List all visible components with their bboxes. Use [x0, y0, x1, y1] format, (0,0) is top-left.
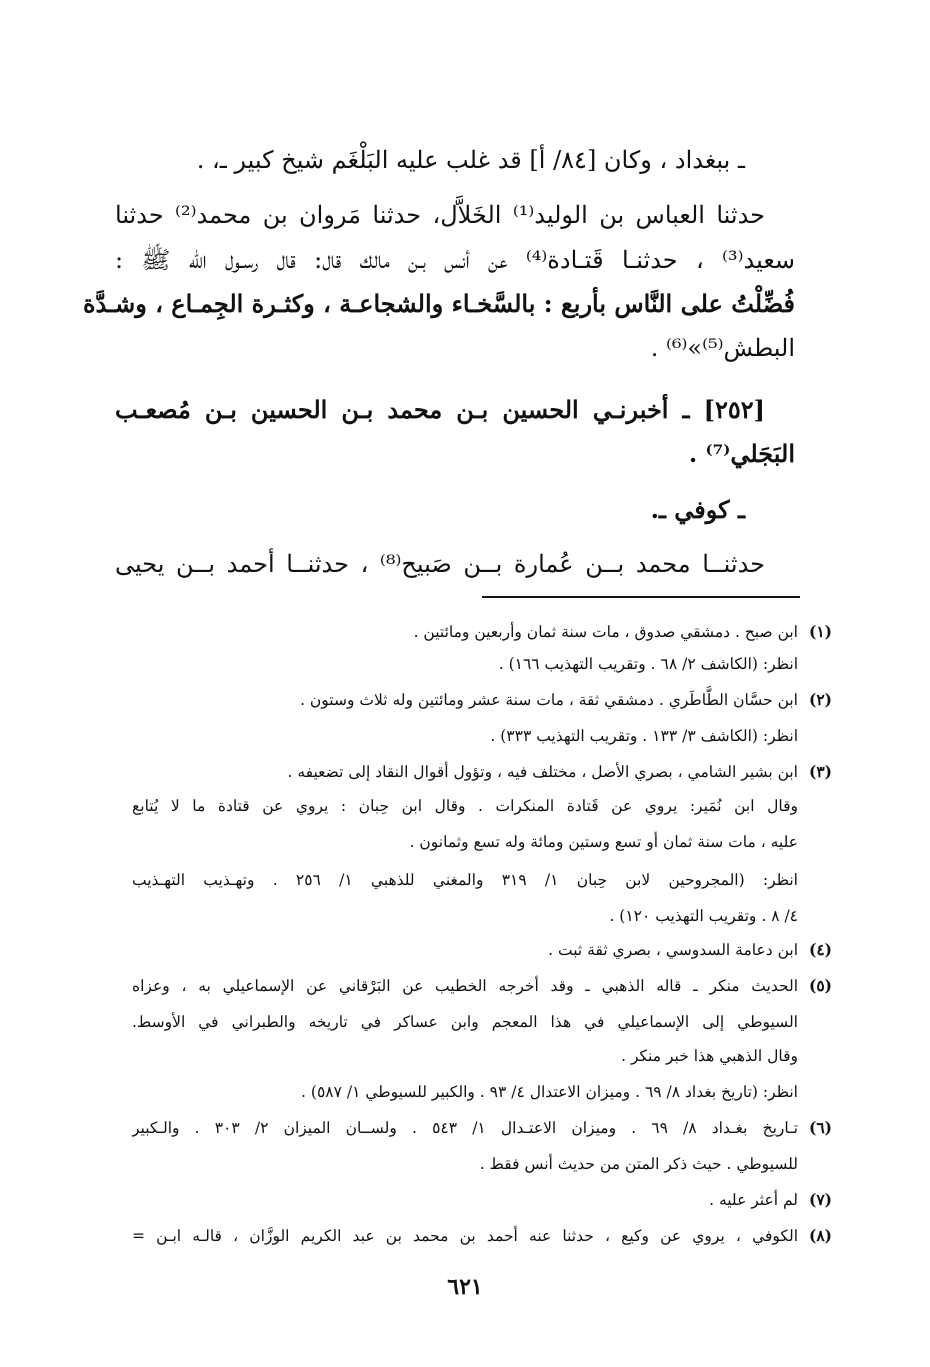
- footnote-line: [132, 972, 832, 1000]
- footnote-number: (٨): [808, 1226, 832, 1245]
- footnote-line: [132, 1008, 832, 1036]
- footnote-line: [132, 828, 832, 856]
- footnote-text: للسيوطي . حيث ذكر المتن من حديث أنس فقط .: [479, 1155, 798, 1173]
- footnote-text: انظر: (الكاشف ٣/ ١٣٣ . وتقريب التهذيب ٣٣٣) .: [490, 727, 798, 745]
- page-number: ٦٢١: [447, 1274, 483, 1300]
- hadith-heading: [٢٥٢] ـ أخبرنـي الحسين بـن محمد بـن الحسين بـن مُصعـب: [115, 395, 765, 424]
- footnote-line: [132, 902, 832, 930]
- footnote-number: (٤): [808, 940, 832, 959]
- main-line: فُضِّلْتُ على النَّاس بأربع : بالسَّخـاء والشجاعـة ، وكثـرة الجِمـاع ، وشـدَّة: [82, 289, 795, 318]
- footnote-text: عليه ، مات سنة ثمان أو تسع وستين ومائة وله تسع وثمانون .: [409, 833, 798, 851]
- footnote-line: [132, 1114, 832, 1142]
- main-line: حدثنا العباس بن الوليد⁽¹⁾ الخَلاَّل، حدثنا مَروان بن محمد⁽²⁾ حدثنا: [115, 201, 766, 229]
- footnote-text: وقال ابن نُمَير: يروي عن قَتادة المنكرات . وقال ابن حِبان : يروي عن قتادة ما لا يُتابع: [132, 797, 798, 815]
- footnote-separator: [482, 596, 800, 598]
- footnote-text: السيوطي إلى الإسماعيلي في هذا المعجم وابن عساكر في تاريخه والطبراني في الأوسط.: [132, 1013, 798, 1031]
- footnote-text: تـاريخ بغـداد ٨/ ٦٩ . وميزان الاعتـدال ١/ ٥٤٣ . ولســان الميزان ٢/ ٣٠٣ . والـكبير: [132, 1119, 798, 1137]
- footnote-text: انظر: (تاريخ بغداد ٨/ ٦٩ . وميزان الاعتدال ٤/ ٩٣ . والكبير للسيوطي ١/ ٥٨٧) .: [301, 1083, 798, 1101]
- footnote-number: (٢): [808, 690, 832, 709]
- footnote-text: ٤/ ٨ . وتقريب التهذيب ١٢٠) .: [609, 907, 798, 925]
- footnote-text: لم أعثر عليه .: [709, 1191, 798, 1209]
- footnote-text: ابن صبح . دمشقي صدوق ، مات سنة ثمان وأربعين ومائتين .: [413, 623, 798, 641]
- footnote-text: انظر: (الكاشف ٢/ ٦٨ . وتقريب التهذيب ١٦٦) .: [498, 655, 798, 673]
- footnote-text: الحديث منكر ـ قاله الذهبي ـ وقد أخرجه الخطيب عن البَرْقاني عن الإسماعيلي به ، وعزاه: [132, 977, 798, 995]
- footnote-number: (٦): [808, 1118, 832, 1137]
- footnote-line: [132, 722, 832, 750]
- footnote-number: (٧): [808, 1190, 832, 1209]
- footnote-line: [132, 1042, 832, 1070]
- footnote-text: وقال الذهبي هذا خبر منكر .: [621, 1047, 798, 1065]
- footnote-line: [132, 1186, 832, 1214]
- footnote-text: ابن بشير الشامي ، بصري الأصل ، مختلف فيه ، وتؤول أقوال النقاد إلى تضعيفه .: [287, 763, 798, 781]
- footnote-text: ابن حسَّان الطَّاطَري . دمشقي ثقة ، مات سنة عشر ومائتين وله ثلاث وستون .: [300, 691, 798, 709]
- main-line: حدثنــا محمد بــن عُمارة بــن صَبيح⁽⁸⁾ ، حدثنــا أحمد بــن يحيى: [115, 550, 765, 578]
- footnote-number: (٥): [808, 976, 832, 995]
- footnote-line: [132, 1150, 832, 1178]
- footnote-line: [132, 758, 832, 786]
- footnote-number: (٣): [808, 762, 832, 781]
- footnote-text: الكوفي ، يروي عن وكيع ، حدثنا عنه أحمد بن محمد بن عبد الكريم الوزَّان ، قالـه ابـن =: [132, 1227, 798, 1245]
- footnote-line: [132, 650, 832, 678]
- footnote-number: (١): [808, 622, 832, 641]
- main-line: سعيد⁽³⁾ ، حدثنـا قَتـادة⁽⁴⁾ عن أنس بـن مالك قال: قال رسـول الله ﷺ :: [115, 246, 795, 274]
- footnote-line: [132, 1222, 832, 1250]
- main-line: ـ ببغداد ، وكان [٨٤/ أ] قد غلب عليه البَلْغَم شيخ كبير ـ، .: [196, 146, 745, 174]
- footnote-line: [132, 936, 832, 964]
- footnote-line: [132, 686, 832, 714]
- footnote-line: [132, 618, 832, 646]
- hadith-heading-cont: البَجَلي⁽⁷⁾ .: [688, 439, 795, 468]
- footnote-text: ابن دعامة السدوسي ، بصري ثقة ثبت .: [548, 941, 798, 959]
- footnote-line: [132, 1078, 832, 1106]
- footnote-line: [132, 792, 832, 820]
- footnote-text: انظر: (المجروحين لابن حِبان ١/ ٣١٩ والمغني للذهبي ١/ ٢٥٦ . وتهـذيب التهـذيب: [132, 871, 798, 889]
- main-line: البطش⁽⁵⁾»⁽⁶⁾ .: [650, 334, 795, 362]
- footnote-line: [132, 866, 832, 894]
- main-line: ـ كوفي ـ.: [650, 495, 745, 524]
